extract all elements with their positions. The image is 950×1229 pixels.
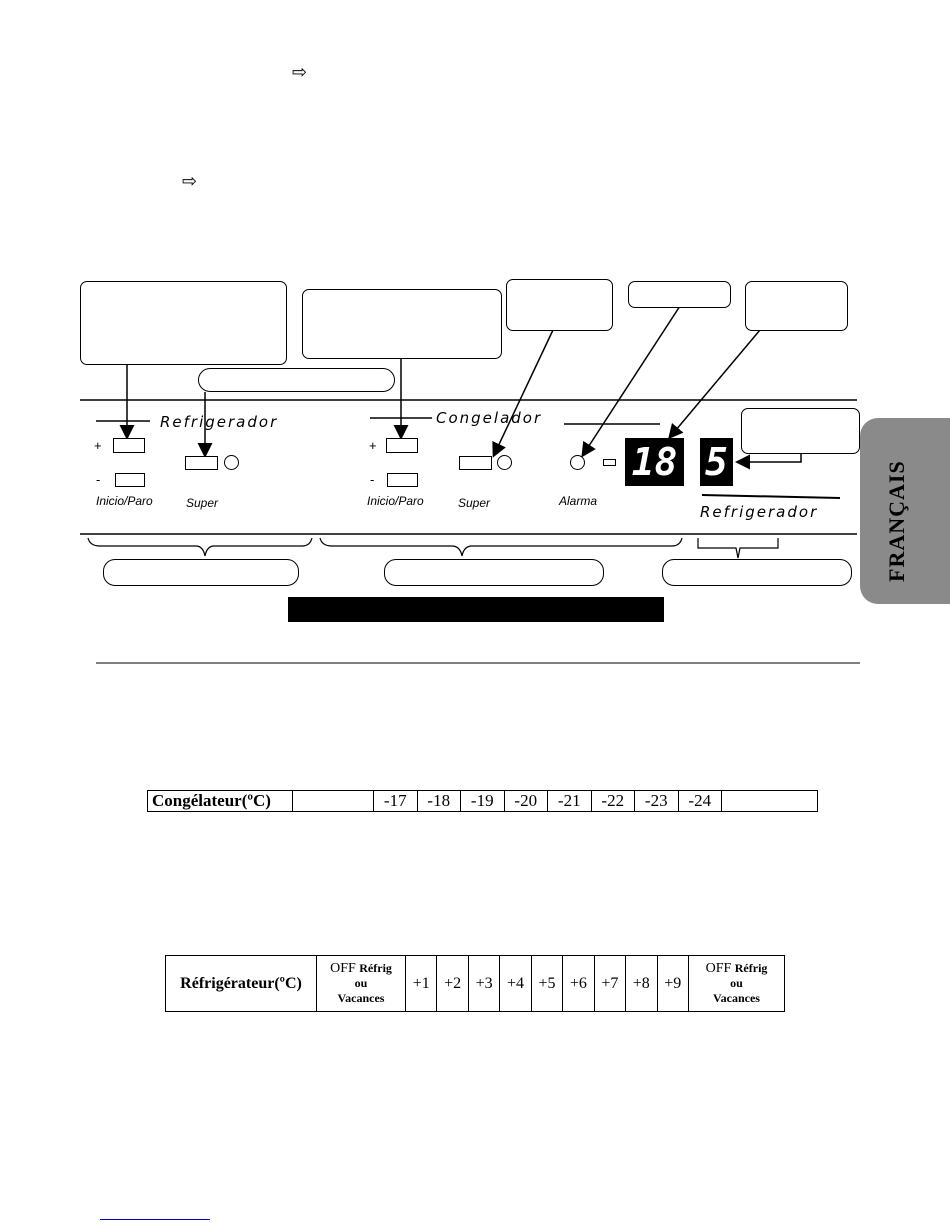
fridge-table-header: Réfrigérateur(ºC) [166, 956, 317, 1012]
fridge-table-cell: +8 [626, 956, 657, 1012]
refrigerator-minus-button[interactable] [115, 473, 145, 487]
callout-freezer-super [506, 279, 613, 331]
refrigerator-super-button[interactable] [185, 456, 218, 470]
freezer-minus-button[interactable] [387, 473, 418, 487]
fridge-table-cell: +6 [563, 956, 594, 1012]
freezer-table-cell: -20 [504, 791, 548, 812]
fridge-table-cell: +9 [657, 956, 689, 1012]
minus-sign: - [96, 472, 101, 487]
callout-freezer-display [745, 281, 848, 331]
freezer-table-cell: -23 [635, 791, 679, 812]
callout-alarm [628, 281, 731, 308]
fridge-temperature-display: 5 [700, 438, 733, 486]
caption-bar [288, 597, 664, 622]
freezer-table-cell: -18 [417, 791, 461, 812]
freezer-super-button[interactable] [459, 456, 492, 470]
label-freezer-section [384, 559, 604, 586]
refrigerator-super-label: Super [186, 496, 219, 510]
refrigerador-title: Refrigerador [160, 413, 279, 431]
freezer-table-cell: -19 [461, 791, 505, 812]
refrigerator-super-led [224, 455, 239, 470]
freezer-table-cell [293, 791, 374, 812]
alarma-label: Alarma [559, 494, 598, 508]
alarm-indicator [603, 459, 616, 466]
fridge-table-cell: +3 [468, 956, 499, 1012]
freezer-super-label: Super [458, 496, 491, 510]
freezer-table-header: Congélateur(ºC) [148, 791, 293, 812]
right-arrow-icon: ⇨ [182, 171, 198, 192]
plus-sign: + [369, 438, 377, 453]
refrigerador-bottom-title: Refrigerador [700, 503, 819, 521]
right-arrow-icon: ⇨ [292, 62, 308, 83]
fridge-table-off-cell: OFF Réfrig ou Vacances [689, 956, 785, 1012]
freezer-table-cell: -24 [678, 791, 722, 812]
freezer-temperature-display: 18 [625, 438, 684, 486]
freezer-temperature-table [147, 790, 818, 812]
fridge-table-cell: +1 [406, 956, 437, 1012]
callout-fridge-display [741, 408, 860, 454]
callout-freezer-start-stop [302, 289, 502, 359]
minus-sign: - [370, 472, 375, 487]
freezer-table-cell: -22 [591, 791, 635, 812]
congelador-title: Congelador [436, 409, 543, 427]
freezer-plus-button[interactable] [386, 438, 418, 453]
freezer-table-cell: -17 [374, 791, 418, 812]
callout-refrigerator-start-stop [80, 281, 287, 365]
freezer-table-cell [722, 791, 818, 812]
fridge-table-cell: +4 [500, 956, 531, 1012]
label-refrigerator-section [103, 559, 299, 586]
freezer-inicio-paro-label: Inicio/Paro [367, 494, 424, 508]
label-display-section [662, 559, 852, 586]
footer-link-underline [100, 1219, 210, 1220]
fridge-table-cell: +5 [531, 956, 562, 1012]
callout-refrigerator-super [198, 368, 395, 392]
plus-sign: + [94, 438, 102, 453]
refrigerator-plus-button[interactable] [113, 438, 145, 453]
freezer-table-cell: -21 [548, 791, 592, 812]
alarm-led [570, 455, 585, 470]
fridge-table-cell: +2 [437, 956, 468, 1012]
fridge-temperature-table [165, 955, 785, 1012]
freezer-super-led [497, 455, 512, 470]
refrigerator-inicio-paro-label: Inicio/Paro [96, 494, 153, 508]
fridge-table-cell: +7 [594, 956, 625, 1012]
fridge-table-off-cell: OFF Réfrig ou Vacances [317, 956, 406, 1012]
